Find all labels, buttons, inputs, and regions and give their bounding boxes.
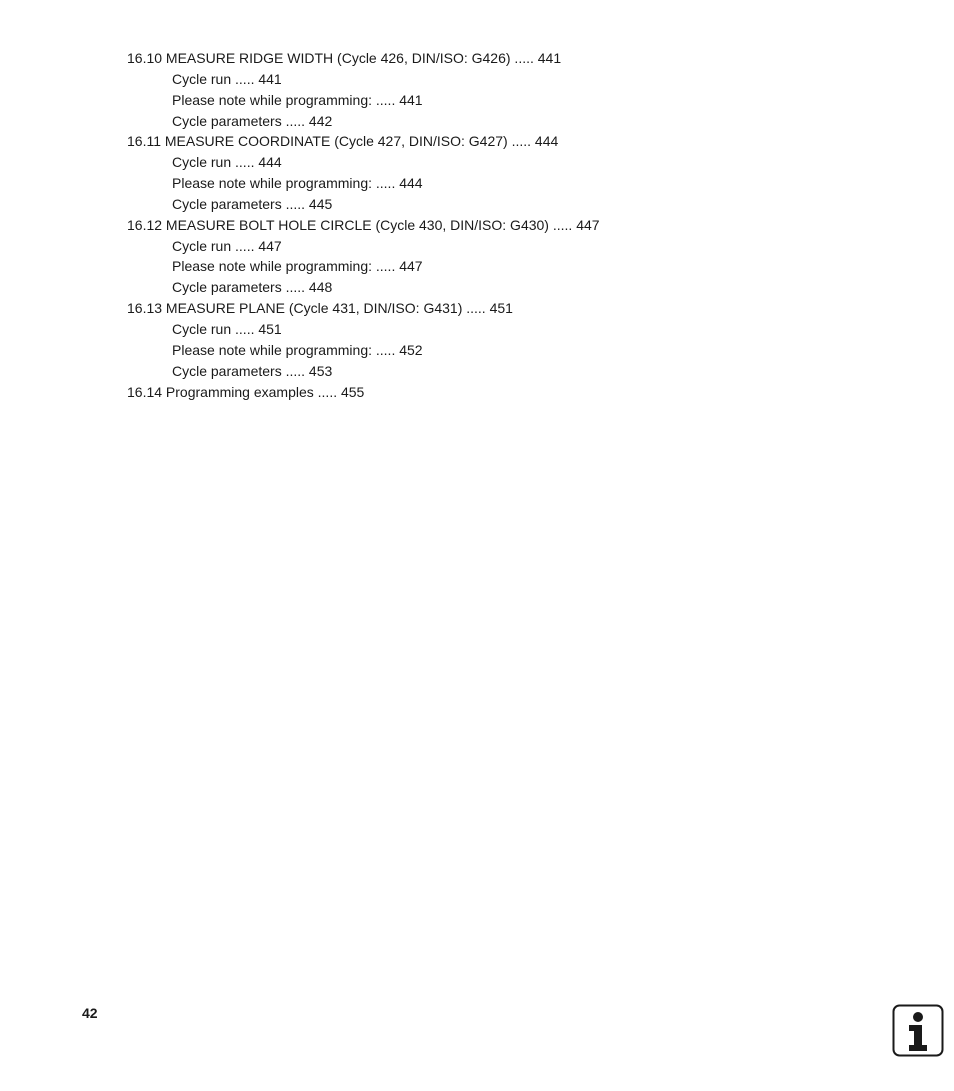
toc-entry[interactable]: 16.11 MEASURE COORDINATE (Cycle 427, DIN/ISO: G427) ..... 444 <box>127 133 559 150</box>
toc-subentry[interactable]: Cycle run ..... 447 <box>172 237 282 254</box>
toc-subentry[interactable]: Cycle run ..... 441 <box>172 70 282 87</box>
table-of-contents <box>127 48 887 402</box>
toc-subentry[interactable]: Cycle parameters ..... 453 <box>172 362 333 379</box>
toc-entry[interactable]: 16.10 MEASURE RIDGE WIDTH (Cycle 426, DIN/ISO: G426) ..... 441 <box>127 50 562 66</box>
toc-subentry[interactable]: Cycle parameters ..... 445 <box>172 195 333 212</box>
toc-entry[interactable]: 16.12 MEASURE BOLT HOLE CIRCLE (Cycle 430, DIN/ISO: G430) ..... 447 <box>127 216 600 233</box>
toc-subentry[interactable]: Cycle parameters ..... 448 <box>172 279 333 296</box>
toc-subentry[interactable]: Cycle run ..... 444 <box>172 154 282 171</box>
toc-entry[interactable]: 16.13 MEASURE PLANE (Cycle 431, DIN/ISO: G431) ..... 451 <box>127 300 513 317</box>
toc-subentry[interactable]: Please note while programming: ..... 444 <box>172 175 423 192</box>
toc-subentry[interactable]: Cycle parameters ..... 442 <box>172 112 333 129</box>
page-number: 42 <box>82 1005 98 1021</box>
toc-subentry[interactable]: Please note while programming: ..... 441 <box>172 91 423 108</box>
toc-subentry[interactable]: Cycle run ..... 451 <box>172 320 282 337</box>
toc-subentry[interactable]: Please note while programming: ..... 452 <box>172 341 423 358</box>
toc-subentry[interactable]: Please note while programming: ..... 447 <box>172 258 423 275</box>
toc-entry[interactable]: 16.14 Programming examples ..... 455 <box>127 383 365 400</box>
info-icon <box>892 1004 944 1057</box>
